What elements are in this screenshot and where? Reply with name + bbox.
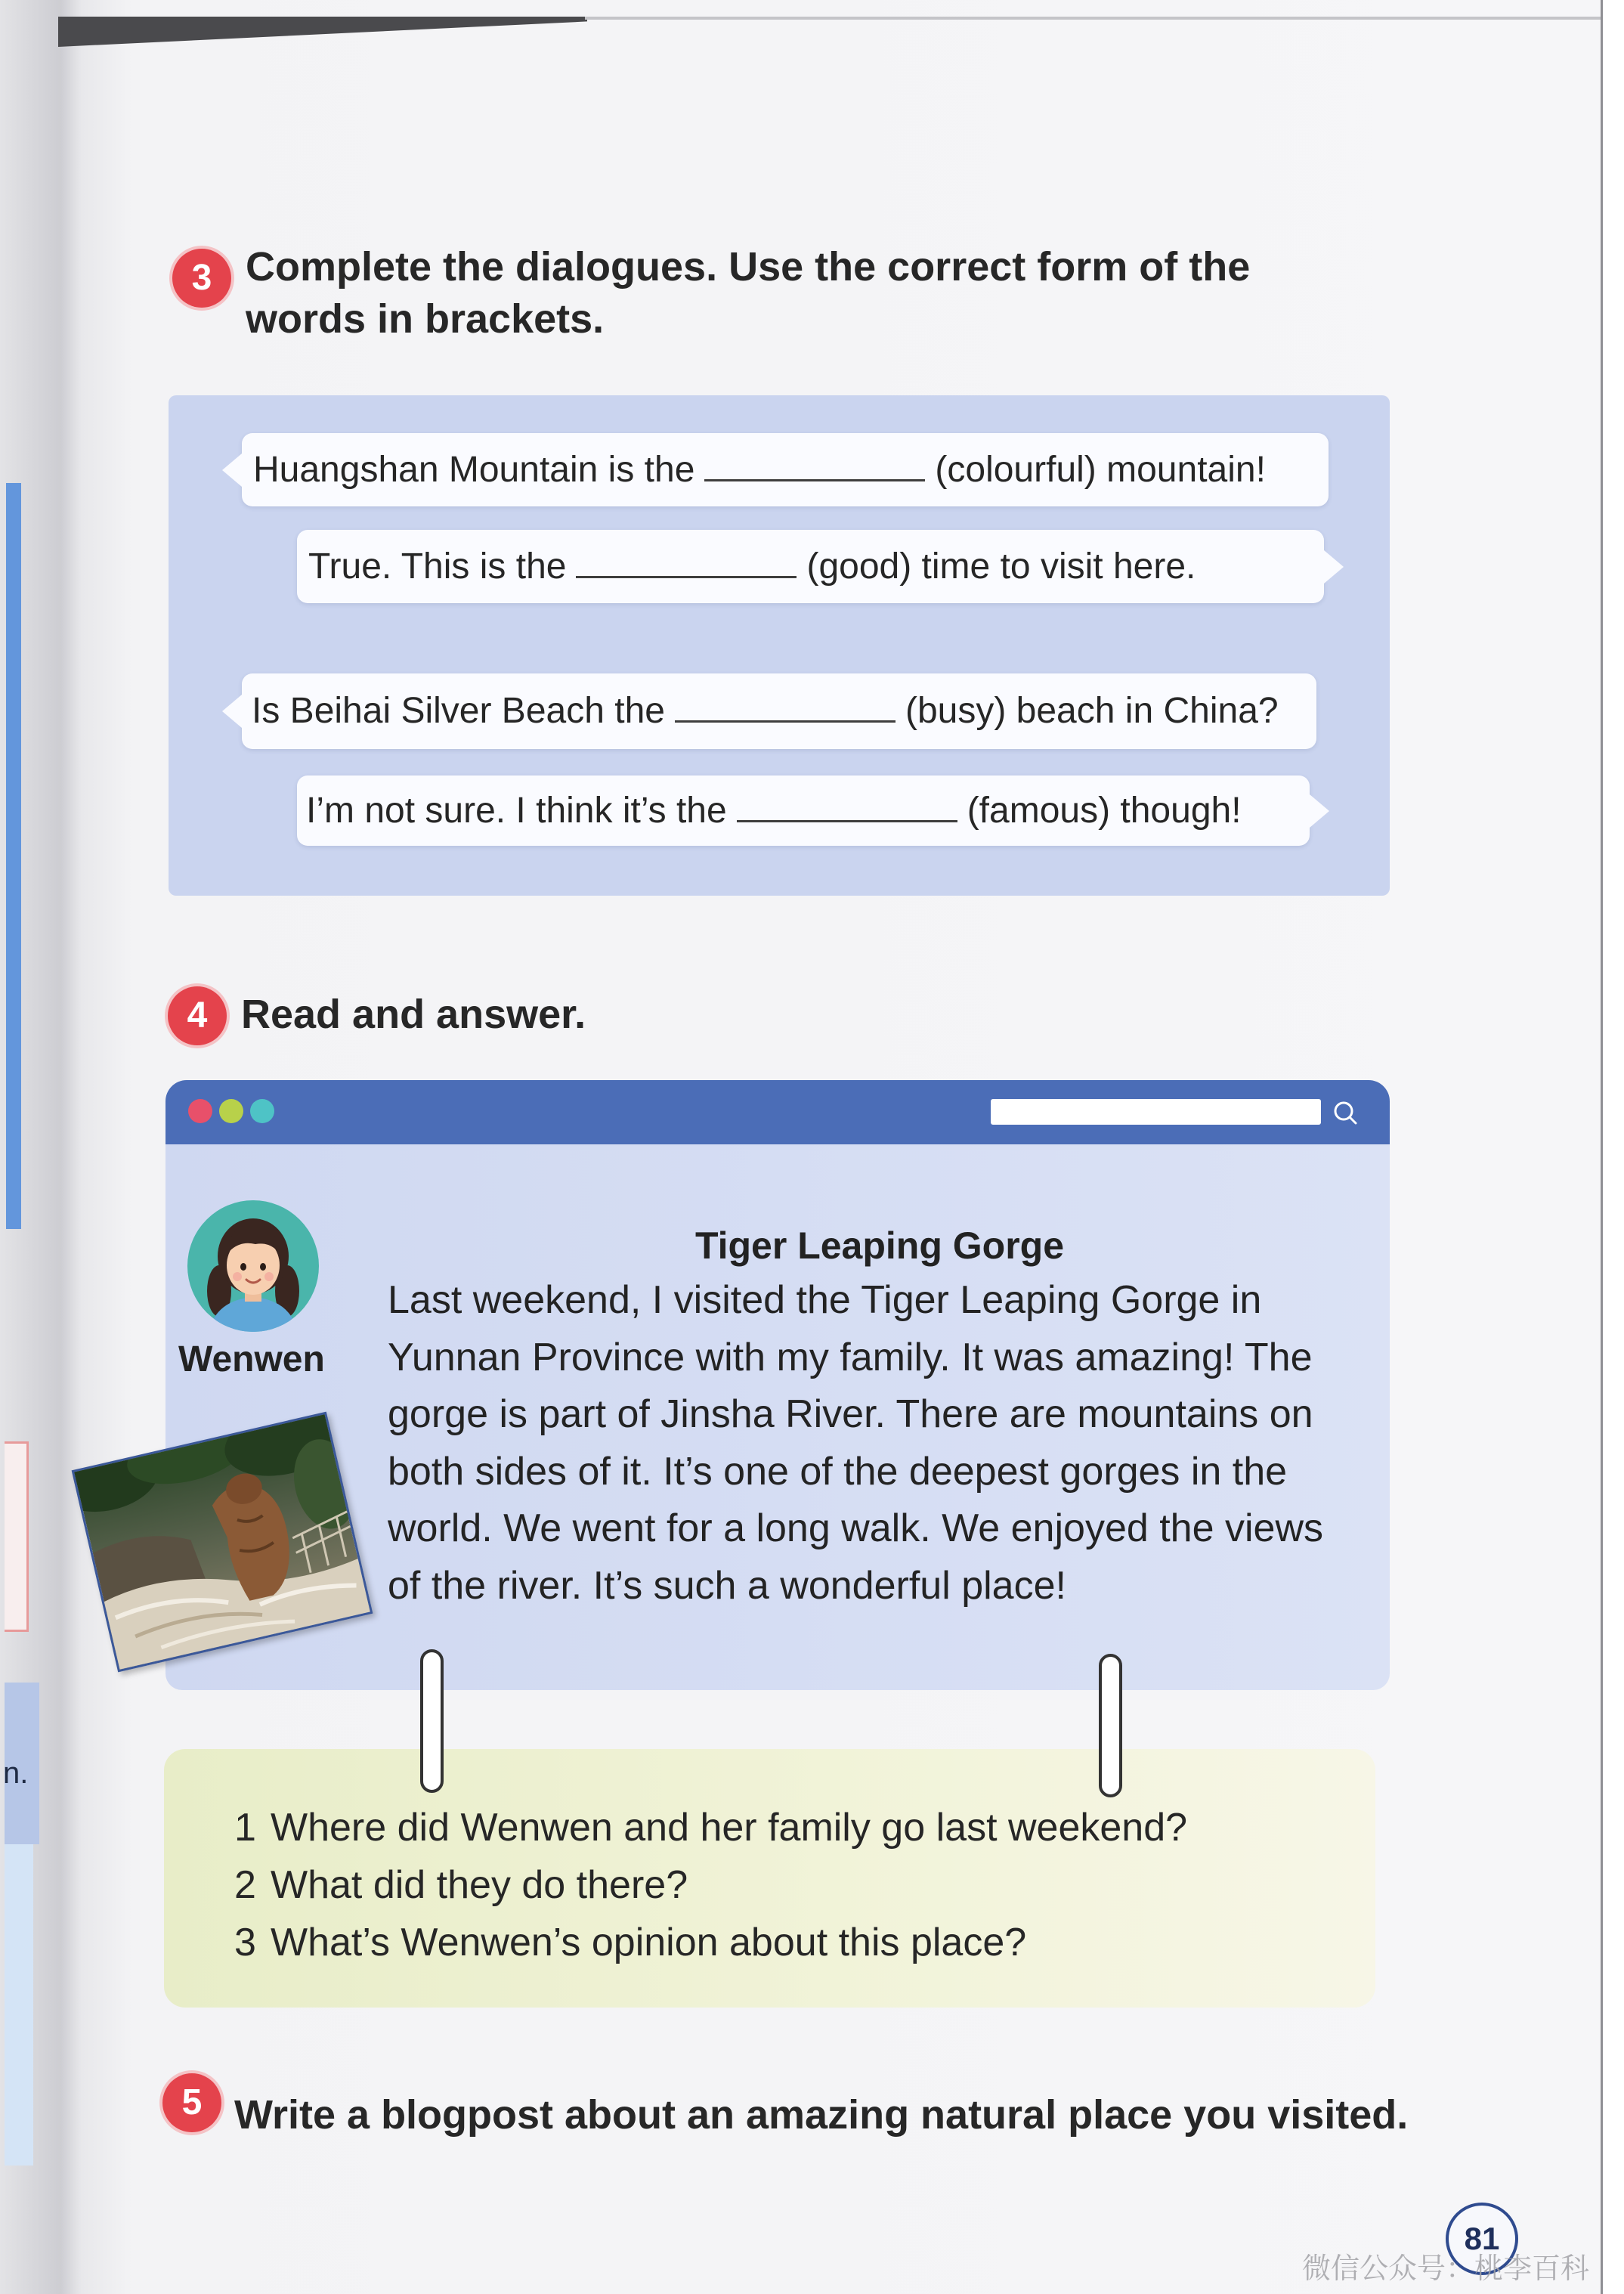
adjacent-page-pink-box — [5, 1441, 29, 1632]
adjacent-page-fragment-text: n. — [3, 1757, 29, 1790]
dialogue-bubble-2 — [297, 530, 1324, 603]
dialogue-1-text-before: Huangshan Mountain is the — [253, 450, 695, 490]
blog-line-3: gorge is part of Jinsha River. There are mountains on — [388, 1392, 1313, 1436]
question-number: 1 — [234, 1806, 256, 1850]
hanging-ring-right — [1099, 1654, 1122, 1797]
watermark-text: 微信公众号：桃李百科 — [1302, 2252, 1590, 2285]
search-icon — [1332, 1099, 1360, 1128]
question-text: What’s Wenwen’s opinion about this place? — [271, 1921, 1027, 1964]
hanging-ring-left — [420, 1649, 444, 1793]
blog-body — [388, 1272, 1323, 1614]
window-dot-green-icon — [219, 1099, 243, 1123]
window-dot-teal-icon — [250, 1099, 274, 1123]
page-number: 81 — [1446, 2203, 1518, 2275]
dialogue-4-text-before: I’m not sure. I think it’s the — [306, 791, 727, 831]
blog-line-6: of the river. It’s such a wonderful place! — [388, 1563, 1066, 1608]
window-dot-red-icon — [188, 1099, 212, 1123]
dialogue-1-text-after: (colourful) mountain! — [935, 450, 1266, 490]
adjacent-page-light-block — [5, 1844, 33, 2166]
blog-line-4: both sides of it. It’s one of the deepest gorges in the — [388, 1449, 1288, 1494]
question-text: Where did Wenwen and her family go last weekend? — [271, 1806, 1188, 1850]
exercise-4-number-badge: 4 — [168, 986, 227, 1045]
question-number: 3 — [234, 1921, 256, 1964]
blog-line-5: world. We went for a long walk. We enjoyed the views — [388, 1506, 1323, 1550]
dialogue-bubble-3 — [242, 673, 1316, 749]
answer-blank-2 — [576, 567, 797, 578]
blog-line-2: Yunnan Province with my family. It was amazing! The — [388, 1335, 1313, 1379]
question-item — [234, 1799, 1187, 1856]
exercise-3-instruction-line-1: Complete the dialogues. Use the correct form of the — [246, 244, 1251, 289]
dialogue-3-text-before: Is Beihai Silver Beach the — [252, 691, 665, 731]
exercise-3-instruction-line-2: words in brackets. — [246, 296, 605, 342]
exercise-4-instruction: Read and answer. — [241, 992, 586, 1037]
question-item — [234, 1856, 1187, 1914]
page-top-edge — [585, 17, 1602, 20]
exercise-5-instruction: Write a blogpost about an amazing natural place you visited. — [234, 2092, 1409, 2138]
exercise-3-number-badge: 3 — [172, 249, 231, 308]
dialogue-2-text-before: True. This is the — [308, 546, 567, 587]
dialogue-bubble-4 — [297, 776, 1310, 846]
question-item — [234, 1914, 1187, 1971]
dialogue-4-text-after: (famous) though! — [967, 791, 1242, 831]
page-top-shadow — [58, 17, 587, 47]
dialogue-bubble-1 — [242, 433, 1329, 506]
dialogue-3-text-after: (busy) beach in China? — [905, 691, 1279, 731]
question-text: What did they do there? — [271, 1863, 688, 1907]
wenwen-avatar — [187, 1200, 319, 1332]
answer-blank-1 — [704, 470, 925, 481]
blog-search-bar — [991, 1099, 1321, 1125]
blog-title: Tiger Leaping Gorge — [694, 1224, 1065, 1267]
dialogue-2-text-after: (good) time to visit here. — [806, 546, 1196, 587]
blog-author-name: Wenwen — [178, 1339, 325, 1379]
blog-line-1: Last weekend, I visited the Tiger Leaping Gorge in — [388, 1278, 1262, 1322]
answer-blank-4 — [737, 811, 957, 822]
questions-list — [234, 1799, 1187, 1971]
exercise-5-number-badge: 5 — [162, 2073, 221, 2132]
question-number: 2 — [234, 1863, 256, 1907]
adjacent-page-blue-strip — [6, 483, 21, 1229]
page-right-edge — [1601, 0, 1624, 2294]
answer-blank-3 — [675, 711, 896, 723]
